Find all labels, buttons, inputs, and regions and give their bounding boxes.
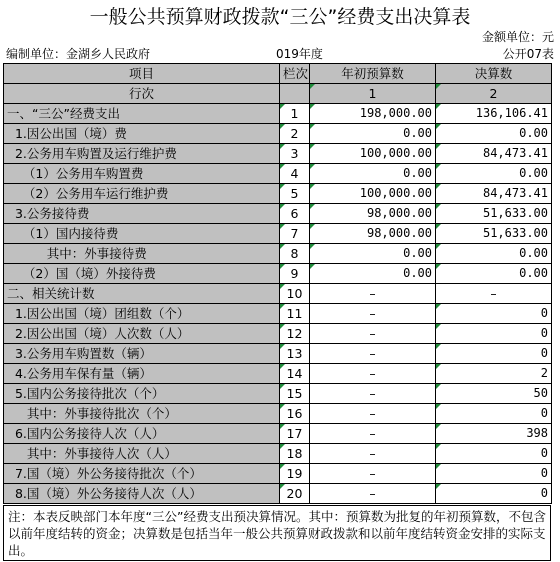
- row-final-value: 0.00: [436, 264, 552, 284]
- row-budget-value: 98,000.00: [310, 224, 436, 244]
- row-budget-value: 100,000.00: [310, 184, 436, 204]
- row-line-number: 5: [280, 184, 310, 204]
- row-item-label: 8.国（境）外公务接待人次（人）: [4, 484, 280, 504]
- row-budget-value: 0.00: [310, 164, 436, 184]
- row-line-number: 20: [280, 484, 310, 504]
- row-line-number: 16: [280, 404, 310, 424]
- row-final-value: 50: [436, 384, 552, 404]
- row-budget-value: 198,000.00: [310, 104, 436, 124]
- table-row: [4, 484, 552, 504]
- table-row: [4, 244, 552, 264]
- row-budget-value: –: [310, 484, 436, 504]
- row-item-label: 1.因公出国（境）费: [4, 124, 280, 144]
- row-final-value: 51,633.00: [436, 224, 552, 244]
- table-row: [4, 324, 552, 344]
- budget-column-number: 1: [310, 84, 436, 104]
- table-row: [4, 464, 552, 484]
- organization-label: 编制单位：金湖乡人民政府: [6, 47, 151, 61]
- row-line-number: 13: [280, 344, 310, 364]
- report-title: 一般公共预算财政拨款“三公”经费支出决算表: [89, 6, 471, 28]
- column-header-seq: 栏次: [280, 64, 310, 84]
- column-header-budget: 年初预算数: [310, 64, 436, 84]
- column-header-final: 决算数: [436, 64, 552, 84]
- final-column-number: 2: [436, 84, 552, 104]
- row-item-label: 5.国内公务接待批次（个）: [4, 384, 280, 404]
- row-line-number: 18: [280, 444, 310, 464]
- row-budget-value: –: [310, 444, 436, 464]
- row-budget-value: –: [310, 384, 436, 404]
- table-row: [4, 364, 552, 384]
- row-final-value: 0: [436, 344, 552, 364]
- row-budget-value: 0.00: [310, 244, 436, 264]
- row-budget-value: –: [310, 304, 436, 324]
- table-row: [4, 404, 552, 424]
- year-label: 019年度: [276, 47, 323, 61]
- row-budget-value: –: [310, 364, 436, 384]
- row-budget-value: –: [310, 404, 436, 424]
- table-row: [4, 264, 552, 284]
- table-row: [4, 424, 552, 444]
- table-row: [4, 384, 552, 404]
- row-budget-value: 100,000.00: [310, 144, 436, 164]
- table-row: [4, 104, 552, 124]
- expenditure-table: [3, 63, 552, 504]
- row-line-number: 17: [280, 424, 310, 444]
- row-budget-value: 0.00: [310, 124, 436, 144]
- row-line-number: 14: [280, 364, 310, 384]
- row-item-label: （1）国内接待费: [4, 224, 280, 244]
- table-row: [4, 444, 552, 464]
- row-budget-value: –: [310, 344, 436, 364]
- row-line-number: 11: [280, 304, 310, 324]
- row-line-number: 9: [280, 264, 310, 284]
- row-line-number: 4: [280, 164, 310, 184]
- row-final-value: 0: [436, 484, 552, 504]
- row-item-label: 其中：外事接待批次（个）: [4, 404, 280, 424]
- table-row: [4, 144, 552, 164]
- row-final-value: 0: [436, 464, 552, 484]
- table-code: 公开07表: [502, 47, 554, 61]
- row-item-label: 3.公务接待费: [4, 204, 280, 224]
- row-budget-value: –: [310, 284, 436, 304]
- row-line-number: 10: [280, 284, 310, 304]
- column-number-row: [4, 84, 552, 104]
- table-row: [4, 164, 552, 184]
- row-item-label: 2.公务用车购置及运行维护费: [4, 144, 280, 164]
- row-final-value: 0.00: [436, 124, 552, 144]
- table-row: [4, 304, 552, 324]
- row-line-number: 15: [280, 384, 310, 404]
- row-final-value: 0.00: [436, 244, 552, 264]
- column-header-item: 项目: [4, 64, 280, 84]
- row-item-label: （2）公务用车运行维护费: [4, 184, 280, 204]
- row-item-label: 二、相关统计数: [4, 284, 280, 304]
- row-line-number: 1: [280, 104, 310, 124]
- row-budget-value: –: [310, 324, 436, 344]
- row-final-value: 0: [436, 304, 552, 324]
- row-final-value: 0.00: [436, 164, 552, 184]
- table-row: [4, 284, 552, 304]
- footnote: 注：本表反映部门本年度“三公”经费支出预决算情况。其中：预算数为批复的年初预算数，不包含以前年度结转的资金；决算数是包括当年一般公共预算财政拨款和以前年度结转资金安排的实际支出。: [3, 505, 551, 561]
- row-line-number: 3: [280, 144, 310, 164]
- row-final-value: 84,473.41: [436, 184, 552, 204]
- row-budget-value: 98,000.00: [310, 204, 436, 224]
- order-blank: [280, 84, 310, 104]
- row-item-label: （1）公务用车购置费: [4, 164, 280, 184]
- row-budget-value: 0.00: [310, 264, 436, 284]
- table-row: [4, 224, 552, 244]
- row-line-number: 7: [280, 224, 310, 244]
- table-row: [4, 124, 552, 144]
- row-line-number: 6: [280, 204, 310, 224]
- row-line-number: 19: [280, 464, 310, 484]
- row-budget-value: –: [310, 464, 436, 484]
- row-line-number: 12: [280, 324, 310, 344]
- unit-label: 金额单位：元: [481, 30, 554, 44]
- row-budget-value: –: [310, 424, 436, 444]
- row-final-value: 0: [436, 324, 552, 344]
- table-row: [4, 344, 552, 364]
- order-label: 行次: [4, 84, 280, 104]
- table-row: [4, 204, 552, 224]
- row-line-number: 8: [280, 244, 310, 264]
- row-final-value: 2: [436, 364, 552, 384]
- row-final-value: 51,633.00: [436, 204, 552, 224]
- row-item-label: 其中：外事接待费: [4, 244, 280, 264]
- row-final-value: 0: [436, 444, 552, 464]
- table-row: [4, 184, 552, 204]
- row-final-value: 136,106.41: [436, 104, 552, 124]
- row-final-value: 84,473.41: [436, 144, 552, 164]
- row-item-label: （2）国（境）外接待费: [4, 264, 280, 284]
- row-item-label: 其中：外事接待人次（人）: [4, 444, 280, 464]
- header-row: [4, 64, 552, 84]
- row-line-number: 2: [280, 124, 310, 144]
- row-item-label: 4.公务用车保有量（辆）: [4, 364, 280, 384]
- row-item-label: 3.公务用车购置数（辆）: [4, 344, 280, 364]
- row-item-label: 2.因公出国（境）人次数（人）: [4, 324, 280, 344]
- row-item-label: 1.因公出国（境）团组数（个）: [4, 304, 280, 324]
- row-final-value: –: [436, 284, 552, 304]
- row-final-value: 398: [436, 424, 552, 444]
- row-item-label: 7.国（境）外公务接待批次（个）: [4, 464, 280, 484]
- row-item-label: 一、“三公”经费支出: [4, 104, 280, 124]
- row-final-value: 0: [436, 404, 552, 424]
- row-item-label: 6.国内公务接待人次（人）: [4, 424, 280, 444]
